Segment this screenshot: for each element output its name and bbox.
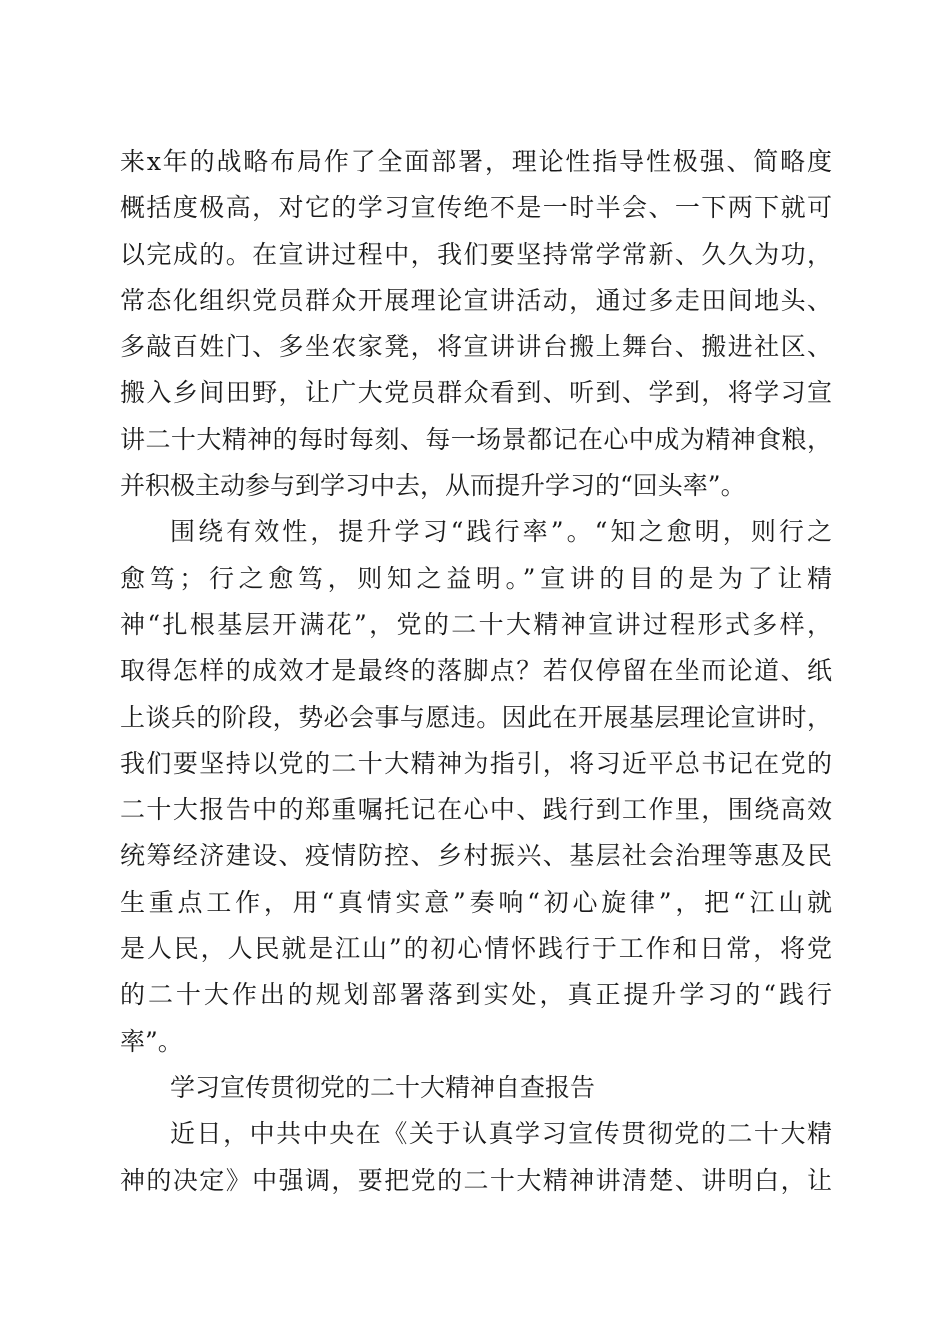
text-line: 是人民，人民就是江山”的初心情怀践行于工作和日常，将党 bbox=[120, 934, 832, 964]
text-line: 取得怎样的成效才是最终的落脚点？若仅停留在坐而论道、纸 bbox=[120, 656, 832, 686]
text-line: 搬入乡间田野，让广大党员群众看到、听到、学到，将学习宣 bbox=[120, 378, 832, 408]
text-line: 的二十大作出的规划部署落到实处，真正提升学习的“践行 bbox=[120, 980, 832, 1010]
text-line: 以完成的。在宣讲过程中，我们要坚持常学常新、久久为功， bbox=[120, 239, 832, 269]
text-line: 率”。 bbox=[120, 1026, 183, 1056]
text-line: 上谈兵的阶段，势必会事与愿违。因此在开展基层理论宣讲时， bbox=[120, 702, 832, 732]
text-line: 学习宣传贯彻党的二十大精神自查报告 bbox=[170, 1072, 596, 1102]
text-line: 生重点工作，用“真情实意”奏响“初心旋律”，把“江山就 bbox=[120, 887, 832, 917]
text-line: 围绕有效性，提升学习“践行率”。“知之愈明，则行之 bbox=[170, 517, 832, 547]
text-line: 神的决定》中强调，要把党的二十大精神讲清楚、讲明白，让 bbox=[120, 1165, 832, 1195]
text-line: 二十大报告中的郑重嘱托记在心中、践行到工作里，围绕高效 bbox=[120, 795, 832, 825]
text-line: 我们要坚持以党的二十大精神为指引，将习近平总书记在党的 bbox=[120, 748, 832, 778]
text-line: 统筹经济建设、疫情防控、乡村振兴、基层社会治理等惠及民 bbox=[120, 841, 832, 871]
text-line: 神“扎根基层开满花”，党的二十大精神宣讲过程形式多样， bbox=[120, 609, 832, 639]
text-line: 并积极主动参与到学习中去，从而提升学习的“回头率”。 bbox=[120, 471, 746, 501]
text-line: 多敲百姓门、多坐农家凳，将宣讲讲台搬上舞台、搬进社区、 bbox=[120, 332, 832, 362]
text-line: 讲二十大精神的每时每刻、每一场景都记在心中成为精神食粮， bbox=[120, 424, 832, 454]
text-line: 愈笃；行之愈笃，则知之益明。”宣讲的目的是为了让精 bbox=[120, 563, 832, 593]
document-body bbox=[120, 139, 832, 1204]
text-line: 来x年的战略布局作了全面部署，理论性指导性极强、简略度 bbox=[120, 147, 832, 176]
text-line: 近日，中共中央在《关于认真学习宣传贯彻党的二十大精 bbox=[170, 1119, 832, 1149]
text-line: 常态化组织党员群众开展理论宣讲活动，通过多走田间地头、 bbox=[120, 285, 832, 315]
text-line: 概括度极高，对它的学习宣传绝不是一时半会、一下两下就可 bbox=[120, 193, 832, 223]
